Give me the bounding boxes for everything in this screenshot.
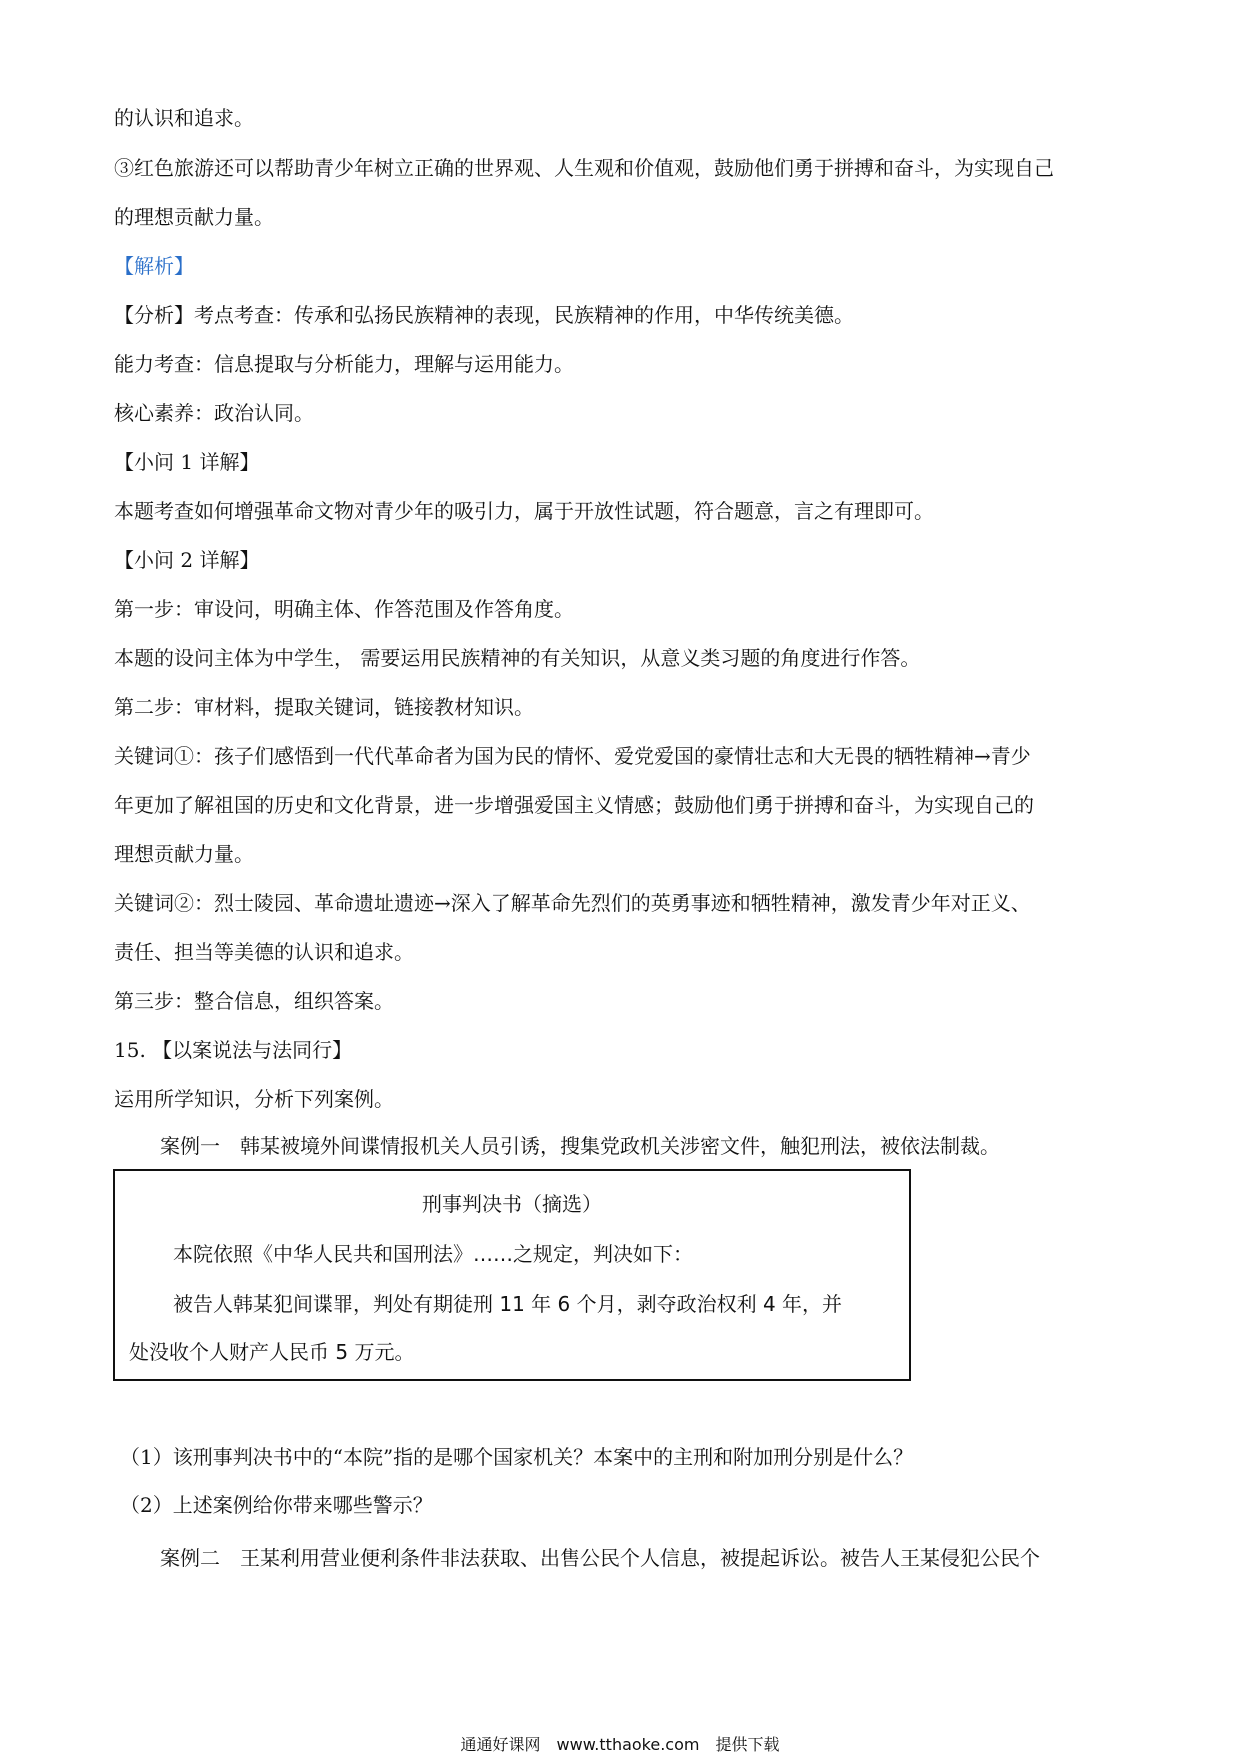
text-line: 第一步：审设问，明确主体、作答范围及作答角度。 bbox=[114, 597, 574, 621]
judgment-line: 本院依照《中华人民共和国刑法》……之规定，判决如下： bbox=[173, 1242, 693, 1266]
text-line: 关键词②：烈士陵园、革命遗址遗迹→深入了解革命先烈们的英勇事迹和牺牲精神，激发青少年对正义、 bbox=[114, 891, 1031, 915]
question-item: （2）上述案例给你带来哪些警示？ bbox=[120, 1493, 433, 1517]
judgment-title: 刑事判决书（摘选） bbox=[422, 1192, 602, 1216]
text-line: 第三步：整合信息，组织答案。 bbox=[114, 989, 394, 1013]
text-line: ③红色旅游还可以帮助青少年树立正确的世界观、人生观和价值观，鼓励他们勇于拼搏和奋斗，为实现自己 bbox=[114, 156, 1054, 180]
subquestion-heading: 【小问 1 详解】 bbox=[114, 450, 260, 474]
subquestion-heading: 【小问 2 详解】 bbox=[114, 548, 260, 572]
text-line: 责任、担当等美德的认识和追求。 bbox=[114, 940, 414, 964]
text-line: 关键词①：孩子们感悟到一代代革命者为国为民的情怀、爱党爱国的豪情壮志和大无畏的牺牲精神→青少 bbox=[114, 744, 1031, 768]
text-line: 第二步：审材料，提取关键词，链接教材知识。 bbox=[114, 695, 534, 719]
text-line: 本题考查如何增强革命文物对青少年的吸引力，属于开放性试题，符合题意，言之有理即可。 bbox=[114, 499, 934, 523]
text-line: 【分析】考点考查：传承和弘扬民族精神的表现，民族精神的作用，中华传统美德。 bbox=[114, 303, 854, 327]
question-item: （1）该刑事判决书中的“本院”指的是哪个国家机关？本案中的主刑和附加刑分别是什么？ bbox=[120, 1445, 914, 1469]
text-line: 的理想贡献力量。 bbox=[114, 205, 274, 229]
judgment-box bbox=[113, 1169, 911, 1381]
judgment-line: 处没收个人财产人民币 5 万元。 bbox=[129, 1340, 415, 1364]
text-line: 本题的设问主体为中学生， 需要运用民族精神的有关知识，从意义类习题的角度进行作答。 bbox=[114, 646, 921, 670]
analysis-heading: 【解析】 bbox=[114, 254, 194, 278]
footer-credit: 通通好课网 www.tthaoke.com 提供下载 bbox=[460, 1735, 780, 1754]
text-line: 运用所学知识，分析下列案例。 bbox=[114, 1087, 394, 1111]
text-line: 核心素养：政治认同。 bbox=[114, 401, 314, 425]
judgment-line: 被告人韩某犯间谍罪，判处有期徒刑 11 年 6 个月，剥夺政治权利 4 年，并 bbox=[173, 1292, 843, 1316]
text-line: 的认识和追求。 bbox=[114, 106, 254, 130]
case-one: 案例一 韩某被境外间谍情报机关人员引诱，搜集党政机关涉密文件，触犯刑法，被依法制裁。 bbox=[160, 1134, 1000, 1158]
case-two: 案例二 王某利用营业便利条件非法获取、出售公民个人信息，被提起诉讼。被告人王某侵犯公民个 bbox=[160, 1546, 1040, 1570]
text-line: 年更加了解祖国的历史和文化背景，进一步增强爱国主义情感；鼓励他们勇于拼搏和奋斗，为实现自己的 bbox=[114, 793, 1034, 817]
text-line: 能力考查：信息提取与分析能力，理解与运用能力。 bbox=[114, 352, 574, 376]
text-line: 理想贡献力量。 bbox=[114, 842, 254, 866]
question-heading: 15. 【以案说法与法同行】 bbox=[114, 1038, 353, 1062]
